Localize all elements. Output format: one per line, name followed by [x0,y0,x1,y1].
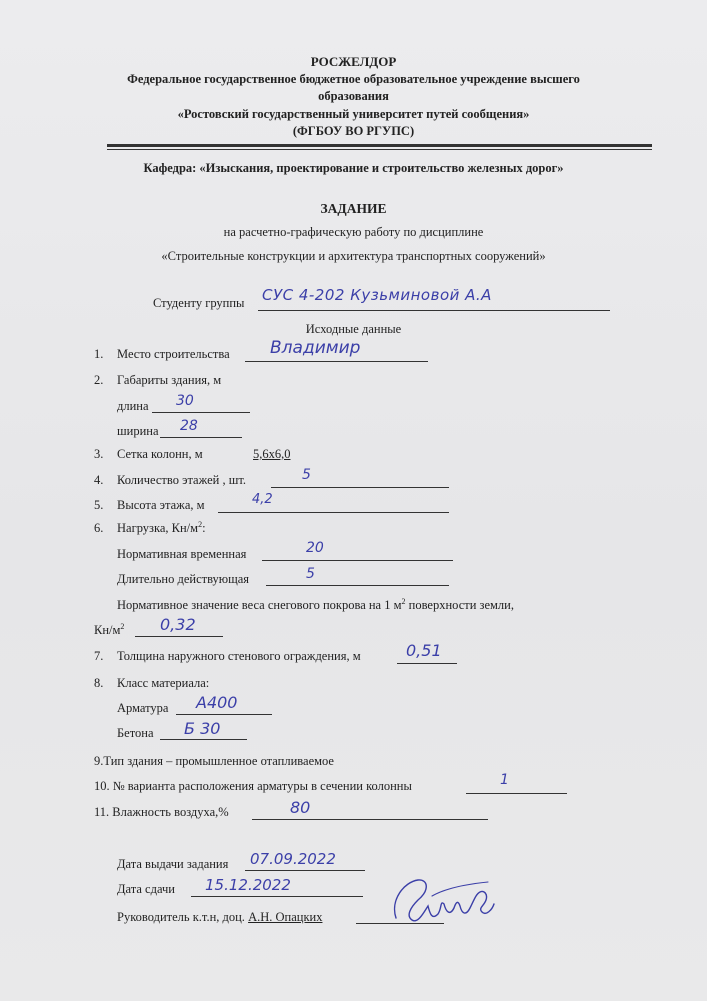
issue-date-line [245,870,365,871]
variant-label: 10. № варианта расположения арматуры в сечении колонны [94,779,412,793]
variant-line [466,793,567,794]
floors-line [271,487,449,488]
wall-label: Толщина наружного стенового ограждения, м [117,649,361,663]
building-type-label: 9.Тип здания – промышленное отапливаемое [94,754,334,768]
width-line [160,437,242,438]
item-2-number: 2. [94,373,104,387]
length-value: 30 [176,393,194,409]
variant-value: 1 [500,772,509,788]
concrete-line [160,739,247,740]
item-4-number: 4. [94,473,104,487]
header-institution-line2: образования [318,89,389,103]
rebar-value: А400 [196,693,238,712]
document-subtitle: на расчетно-графическую работу по дисциплине [223,225,484,239]
department: Кафедра: «Изыскания, проектирование и строительство железных дорог» [143,161,564,175]
temp-load-label: Нормативная временная [117,547,247,561]
grid-label: Сетка колонн, м [117,447,203,461]
width-label: ширина [117,424,159,438]
header-rule-thin [107,149,652,150]
longterm-load-label: Длительно действующая [117,572,250,586]
item-6-number: 6. [94,521,104,535]
longterm-load-line [266,585,449,586]
temp-load-line [262,560,453,561]
student-value: СУС 4-202 Кузьминовой А.А [262,286,492,304]
location-label: Место строительства [117,347,230,361]
floors-label: Количество этажей , шт. [117,473,246,487]
humidity-label: 11. Влажность воздуха,% [94,805,229,819]
location-line [245,361,428,362]
due-date-label: Дата сдачи [117,882,175,896]
height-value: 4,2 [252,492,273,507]
snow-load-label: Нормативное значение веса снегового покрова на 1 $м^2$ поверхности земли, [117,596,514,612]
item-7-number: 7. [94,649,104,663]
wall-line [397,663,457,664]
height-line [218,512,449,513]
document-title: ЗАДАНИЕ [320,201,387,216]
header-rule-thick [107,144,652,147]
item-8-number: 8. [94,676,104,690]
grid-value: 5,6х6,0 [253,447,291,461]
header-abbreviation: (ФГБОУ ВО РГУПС) [292,124,415,138]
supervisor-label: Руководитель к.т.н, доц. А.Н. Опацких [117,910,323,924]
due-date-value: 15.12.2022 [205,876,291,894]
header-university: «Ростовский государственный университет путей сообщения» [177,107,530,121]
width-value: 28 [180,418,198,434]
wall-value: 0,51 [406,641,442,660]
item-5-number: 5. [94,498,104,512]
issue-date-value: 07.09.2022 [250,850,336,868]
concrete-label: Бетона [117,726,154,740]
header-institution-line1: Федеральное государственное бюджетное образовательное учреждение высшего [127,72,580,86]
snow-load-unit: $Кн/м^2$ [94,621,125,637]
humidity-value: 80 [290,798,311,817]
load-label: Нагрузка, $Кн/м^2$: [117,519,206,535]
discipline-name: «Строительные конструкции и архитектура транспортных сооружений» [161,249,546,263]
student-line [258,310,610,311]
temp-load-value: 20 [306,540,324,556]
length-line [152,412,250,413]
floors-value: 5 [302,467,311,483]
dims-label: Габариты здания, м [117,373,222,387]
issue-date-label: Дата выдачи задания [117,857,229,871]
due-date-line [191,896,363,897]
snow-load-line [135,636,223,637]
material-label: Класс материала: [117,676,210,690]
item-1-number: 1. [94,347,104,361]
concrete-value: Б 30 [184,719,221,738]
longterm-load-value: 5 [306,566,315,582]
item-3-number: 3. [94,447,104,461]
student-group-label: Студенту группы [153,296,245,310]
snow-load-value: 0,32 [160,615,196,634]
location-value: Владимир [270,338,361,358]
section-title: Исходные данные [305,322,402,336]
rebar-line [176,714,272,715]
header-org: РОСЖЕЛДОР [310,54,397,69]
rebar-label: Арматура [117,701,169,715]
height-label: Высота этажа, м [117,498,205,512]
supervisor-signature [388,870,498,932]
humidity-line [252,819,488,820]
length-label: длина [117,399,149,413]
